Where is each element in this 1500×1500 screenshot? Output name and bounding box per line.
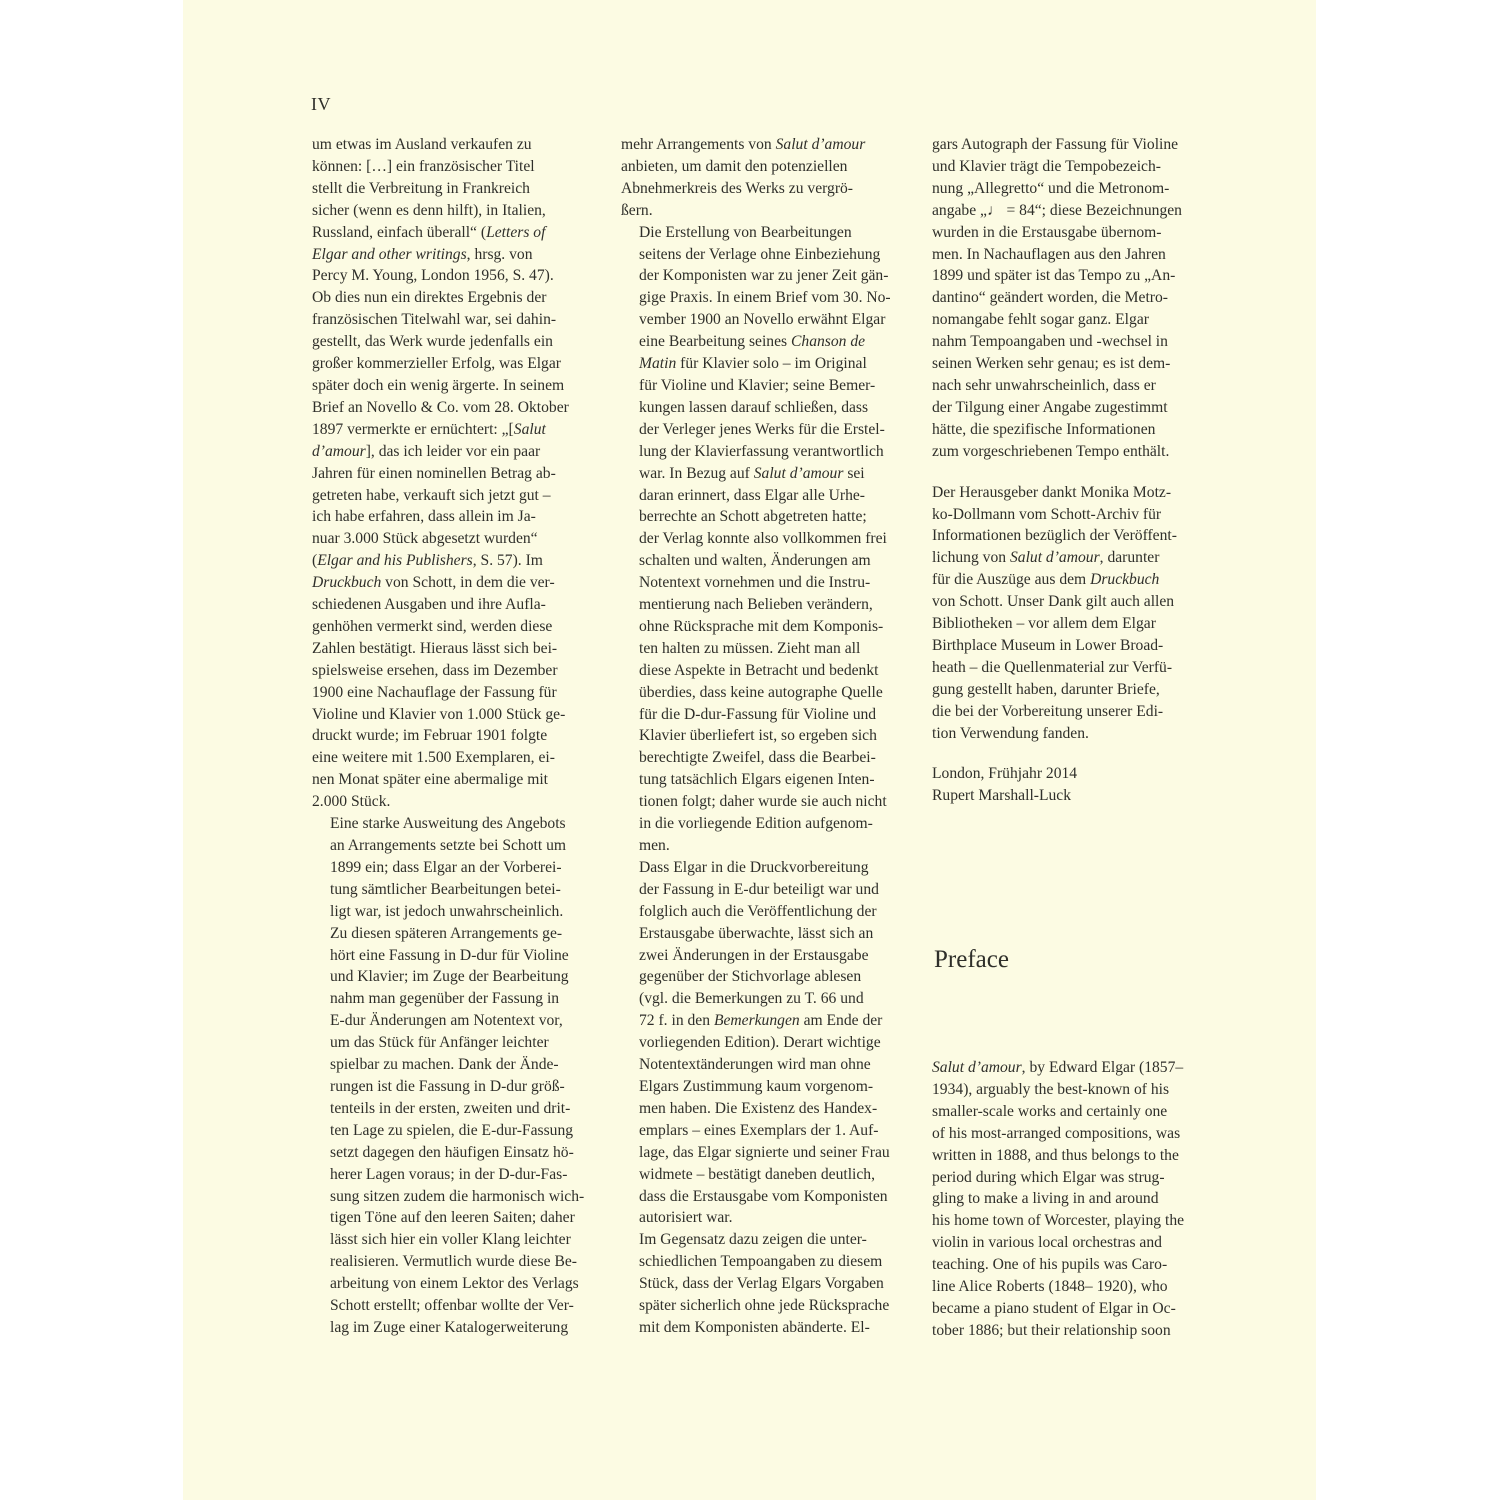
text-line: lässt sich hier ein voller Klang leichter [330, 1231, 571, 1249]
text-line: wurden in die Erstausgabe übernom- [932, 223, 1162, 241]
text-line: hört eine Fassung in D-dur für Violine [330, 946, 569, 964]
text-line: berrechte an Schott abgetreten hatte; [639, 508, 867, 526]
text-line: lichung von Salut d’amour, darunter [932, 549, 1160, 567]
text-line: Druckbuch von Schott, in dem die ver- [312, 574, 555, 592]
text-line: an Arrangements setzte bei Schott um [330, 837, 567, 854]
text-line: angabe „♩ = 84“; diese Bezeichnungen [932, 201, 1182, 219]
text-line: Schott erstellt; offenbar wollte der Ver- [330, 1297, 574, 1315]
text-line: später doch ein wenig ärgerte. In seinem [312, 376, 565, 394]
col1-paragraph-1 [312, 134, 587, 813]
text-line: der Komponisten war zu jener Zeit gän- [639, 267, 889, 285]
text-line: nung „Allegretto“ und die Metronom- [932, 179, 1170, 197]
text-line: zum vorgeschriebenen Tempo enthält. [932, 442, 1170, 460]
text-line: ich habe erfahren, dass allein im Ja- [312, 508, 536, 526]
text-line: Zahlen bestätigt. Hieraus lässt sich bei- [312, 639, 558, 657]
text-line: gung gestellt haben, darunter Briefe, [932, 680, 1160, 698]
text-line: Birthplace Museum in Lower Broad- [932, 636, 1164, 654]
text-line: setzt dagegen den häufigen Einsatz hö- [330, 1143, 574, 1161]
text-line: Ob dies nun ein direktes Ergebnis der [312, 289, 547, 307]
text-line: gestellt, das Werk wurde jedenfalls ein [312, 333, 553, 351]
text-line: Brief an Novello & Co. vom 28. Oktober [312, 398, 569, 416]
text-line: und Klavier trägt die Tempobezeich- [932, 157, 1161, 175]
text-line: of his most-arranged compositions, was [932, 1124, 1181, 1142]
text-line: Der Herausgeber dankt Monika Motz- [932, 483, 1172, 501]
text-line: sung sitzen zudem die harmonisch wich- [330, 1187, 585, 1205]
text-line: vorliegenden Edition). Derart wichtige [639, 1034, 881, 1052]
text-line: zwei Änderungen in der Erstausgabe [639, 946, 869, 964]
text-line: ohne Rücksprache mit dem Komponis- [639, 617, 884, 635]
text-line: men haben. Die Existenz des Handex- [639, 1099, 878, 1117]
text-line: dass die Erstausgabe vom Komponisten [639, 1187, 888, 1205]
text-line: kungen lassen darauf schließen, dass [639, 398, 869, 416]
text-line: der Verlag konnte also vollkommen frei [639, 530, 887, 548]
text-line: anbieten, um damit den potenziellen [621, 157, 848, 175]
text-line: ßern. [621, 201, 653, 219]
text-line: sicher (wenn es denn hilft), in Italien, [312, 201, 546, 219]
col2-paragraph-1 [621, 134, 903, 222]
col3-paragraph-1 [932, 134, 1222, 463]
text-line: eine Bearbeitung seines Chanson de [639, 333, 866, 351]
column-1 [312, 134, 587, 1339]
text-line: der Verleger jenes Werks für die Erstel- [639, 420, 885, 438]
text-line: tion Verwendung fanden. [932, 724, 1089, 742]
text-line: war. In Bezug auf Salut d’amour sei [639, 464, 865, 482]
text-line: Salut d’amour, by Edward Elgar (1857– [932, 1059, 1184, 1076]
text-line: tung tatsächlich Elgars eigenen Inten- [639, 771, 875, 789]
text-line: widmete – bestätigt daneben deutlich, [639, 1165, 876, 1183]
text-line: Erstausgabe überwachte, lässt sich an [639, 924, 874, 942]
text-line: schiedlichen Tempoangaben zu diesem [639, 1253, 883, 1271]
text-line: (vgl. die Bemerkungen zu T. 66 und [639, 990, 864, 1008]
text-line: eine weitere mit 1.500 Exemplaren, ei- [312, 749, 555, 767]
text-line: vember 1900 an Novello erwähnt Elgar [639, 311, 886, 329]
text-line: spielbar zu machen. Dank der Ände- [330, 1056, 559, 1074]
text-line: Bibliotheken – vor allem dem Elgar [932, 615, 1156, 633]
text-line: his home town of Worcester, playing the [932, 1212, 1185, 1230]
text-line: gling to make a living in and around [932, 1190, 1159, 1208]
text-line: schalten und walten, Änderungen am [639, 552, 871, 570]
text-line: 1899 ein; dass Elgar an der Vorberei- [330, 858, 562, 876]
text-line: Violine und Klavier von 1.000 Stück ge- [312, 705, 566, 723]
text-line: gige Praxis. In einem Brief vom 30. No- [639, 289, 891, 307]
text-line: nahm Tempoangaben und -wechsel in [932, 333, 1168, 351]
text-line: schiedenen Ausgaben und ihre Aufla- [312, 596, 546, 614]
text-line: daran erinnert, dass Elgar alle Urhe- [639, 486, 866, 504]
text-line: emplars – eines Exemplars der 1. Auf- [639, 1121, 879, 1139]
column-2 [621, 134, 903, 1339]
text-line: Abnehmerkreis des Werks zu vergrö- [621, 179, 854, 197]
text-line: mehr Arrangements von Salut d’amour [621, 136, 866, 153]
text-line: um das Stück für Anfänger leichter [330, 1034, 549, 1052]
signature-place-date: London, Frühjahr 2014 [932, 765, 1078, 783]
text-line: 72 f. in den Bemerkungen am Ende der [639, 1012, 883, 1030]
text-line: d’amour], das ich leider vor ein paar [312, 442, 541, 460]
text-line: der Fassung in E-dur beteiligt war und [639, 880, 879, 898]
text-line: stellt die Verbreitung in Frankreich [312, 179, 530, 197]
text-line: mit dem Komponisten abänderte. El- [639, 1318, 870, 1336]
signature-block [932, 763, 1222, 807]
text-line: (Elgar and his Publishers, S. 57). Im [312, 552, 543, 570]
text-line: Dass Elgar in die Druckvorbereitung [639, 858, 869, 876]
column-3 [932, 134, 1222, 807]
text-line: became a piano student of Elgar in Oc- [932, 1299, 1176, 1317]
col1-paragraph-2 [312, 813, 587, 1339]
text-line: seitens der Verlage ohne Einbeziehung [639, 245, 881, 263]
text-line: Jahren für einen nominellen Betrag ab- [312, 464, 556, 482]
text-line: in die vorliegende Edition aufgenom- [639, 815, 873, 833]
preface-heading: Preface [934, 946, 1009, 973]
text-line: hätte, die spezifische Informationen [932, 420, 1156, 438]
text-line: lage, das Elgar signierte und seiner Frau [639, 1143, 890, 1161]
text-line: Die Erstellung von Bearbeitungen [639, 223, 852, 241]
text-line: um etwas im Ausland verkaufen zu [312, 136, 532, 153]
text-line: können: […] ein französischer Titel [312, 157, 535, 175]
text-line: druckt wurde; im Februar 1901 folgte [312, 727, 548, 745]
text-line: lag im Zuge einer Katalogerweiterung [330, 1318, 569, 1336]
signature-author: Rupert Marshall-Luck [932, 787, 1072, 805]
text-line: später sicherlich ohne jede Rücksprache [639, 1297, 890, 1315]
text-line: tober 1886; but their relationship soon [932, 1321, 1171, 1339]
text-line: heath – die Quellenmaterial zur Verfü- [932, 658, 1173, 676]
text-line: diese Aspekte in Betracht und bedenkt [639, 661, 879, 679]
col3-acknowledgements [932, 482, 1222, 745]
text-line: Zu diesen späteren Arrangements ge- [330, 924, 563, 942]
text-line: mentierung nach Belieben verändern, [639, 596, 873, 614]
text-line: folglich auch die Veröffentlichung der [639, 902, 877, 920]
text-line: nuar 3.000 Stück abgesetzt wurden“ [312, 530, 538, 548]
text-line: 1899 und später ist das Tempo zu „An- [932, 267, 1176, 285]
preface-text [932, 1057, 1222, 1342]
col2-paragraph-3 [621, 857, 903, 1229]
text-line: realisieren. Vermutlich wurde diese Be- [330, 1253, 577, 1271]
text-line: autorisiert war. [639, 1209, 733, 1227]
text-line: nach sehr unwahrscheinlich, dass er [932, 376, 1156, 394]
text-line: ligt war, ist jedoch unwahrscheinlich. [330, 902, 564, 920]
text-line: men. [639, 837, 670, 854]
text-line: Percy M. Young, London 1956, S. 47). [312, 267, 554, 285]
text-line: Elgars Zustimmung kaum vorgenom- [639, 1077, 874, 1095]
text-line: nen Monat später eine abermalige mit [312, 771, 548, 789]
text-line: 1934), arguably the best-known of his [932, 1080, 1170, 1098]
text-line: gegenüber der Stichvorlage ablesen [639, 968, 862, 986]
text-line: Im Gegensatz dazu zeigen die unter- [639, 1231, 867, 1249]
col2-paragraph-2 [621, 222, 903, 857]
page-number: IV [311, 94, 331, 114]
text-line: dantino“ geändert worden, die Metro- [932, 289, 1168, 307]
text-line: Stück, dass der Verlag Elgars Vorgaben [639, 1275, 884, 1293]
text-line: für Violine und Klavier; seine Bemer- [639, 376, 876, 394]
text-line: 1897 vermerkte er ernüchtert: „[Salut [312, 420, 546, 438]
text-line: 2.000 Stück. [312, 793, 391, 811]
text-line: tionen folgt; daher wurde sie auch nicht [639, 793, 887, 811]
text-line: gars Autograph der Fassung für Violine [932, 136, 1179, 153]
text-line: ten halten zu müssen. Zieht man all [639, 639, 861, 657]
text-line: Notentext vornehmen und die Instru- [639, 574, 871, 592]
text-line: Elgar and other writings, hrsg. von [312, 245, 533, 263]
text-line: seinen Werken sehr genau; es ist dem- [932, 355, 1171, 373]
preface-paragraph-1 [932, 1057, 1222, 1342]
text-line: Eine starke Ausweitung des Angebots [330, 815, 566, 833]
text-line: und Klavier; im Zuge der Bearbeitung [330, 968, 569, 986]
text-line: violin in various local orchestras and [932, 1234, 1162, 1252]
text-line: nomangabe fehlt sogar ganz. Elgar [932, 311, 1149, 329]
text-line: Notentextänderungen wird man ohne [639, 1056, 871, 1074]
text-line: überdies, dass keine autographe Quelle [639, 683, 883, 701]
text-line: ko-Dollmann vom Schott-Archiv für [932, 505, 1162, 523]
text-line: spielsweise ersehen, dass im Dezember [312, 661, 558, 679]
text-line: men. In Nachauflagen aus den Jahren [932, 245, 1166, 263]
text-line: tigen Töne auf den leeren Saiten; daher [330, 1209, 575, 1227]
text-line: Informationen bezüglich der Veröffent- [932, 527, 1177, 545]
text-line: E-dur Änderungen am Notentext vor, [330, 1012, 563, 1030]
text-line: tenteils in der ersten, zweiten und drit- [330, 1099, 571, 1117]
text-line: nahm man gegenüber der Fassung in [330, 990, 560, 1008]
text-line: line Alice Roberts (1848– 1920), who [932, 1278, 1168, 1296]
text-line: für die Auszüge aus dem Druckbuch [932, 571, 1160, 589]
text-line: herer Lagen voraus; in der D-dur-Fas- [330, 1165, 568, 1183]
text-line: lung der Klavierfassung verantwortlich [639, 442, 884, 460]
text-line: der Tilgung einer Angabe zugestimmt [932, 398, 1168, 416]
text-line: genhöhen vermerkt sind, werden diese [312, 617, 553, 635]
text-line: tung sämtlicher Bearbeitungen betei- [330, 880, 561, 898]
text-line: großer kommerzieller Erfolg, was Elgar [312, 355, 561, 373]
text-line: rungen ist die Fassung in D-dur größ- [330, 1077, 565, 1095]
text-line: von Schott. Unser Dank gilt auch allen [932, 593, 1175, 611]
text-line: 1900 eine Nachauflage der Fassung für [312, 683, 557, 701]
text-line: arbeitung von einem Lektor des Verlags [330, 1275, 579, 1293]
text-line: Klavier überliefert ist, so ergeben sich [639, 727, 877, 745]
text-line: period during which Elgar was strug- [932, 1168, 1165, 1186]
text-line: written in 1888, and thus belongs to the [932, 1146, 1179, 1164]
text-line: französischen Titelwahl war, sei dahin- [312, 311, 557, 329]
text-line: berechtigte Zweifel, dass die Bearbei- [639, 749, 876, 767]
text-line: teaching. One of his pupils was Caro- [932, 1256, 1168, 1274]
text-line: getreten habe, verkauft sich jetzt gut – [312, 486, 551, 504]
text-line: Russland, einfach überall“ (Letters of [312, 223, 546, 241]
text-line: Matin für Klavier solo – im Original [639, 355, 867, 373]
text-line: ten Lage zu spielen, die E-dur-Fassung [330, 1121, 574, 1139]
document-page [183, 0, 1316, 1500]
text-line: smaller-scale works and certainly one [932, 1102, 1168, 1120]
text-line: die bei der Vorbereitung unserer Edi- [932, 702, 1164, 720]
text-line: für die D-dur-Fassung für Violine und [639, 705, 877, 723]
col2-paragraph-4 [621, 1229, 903, 1339]
